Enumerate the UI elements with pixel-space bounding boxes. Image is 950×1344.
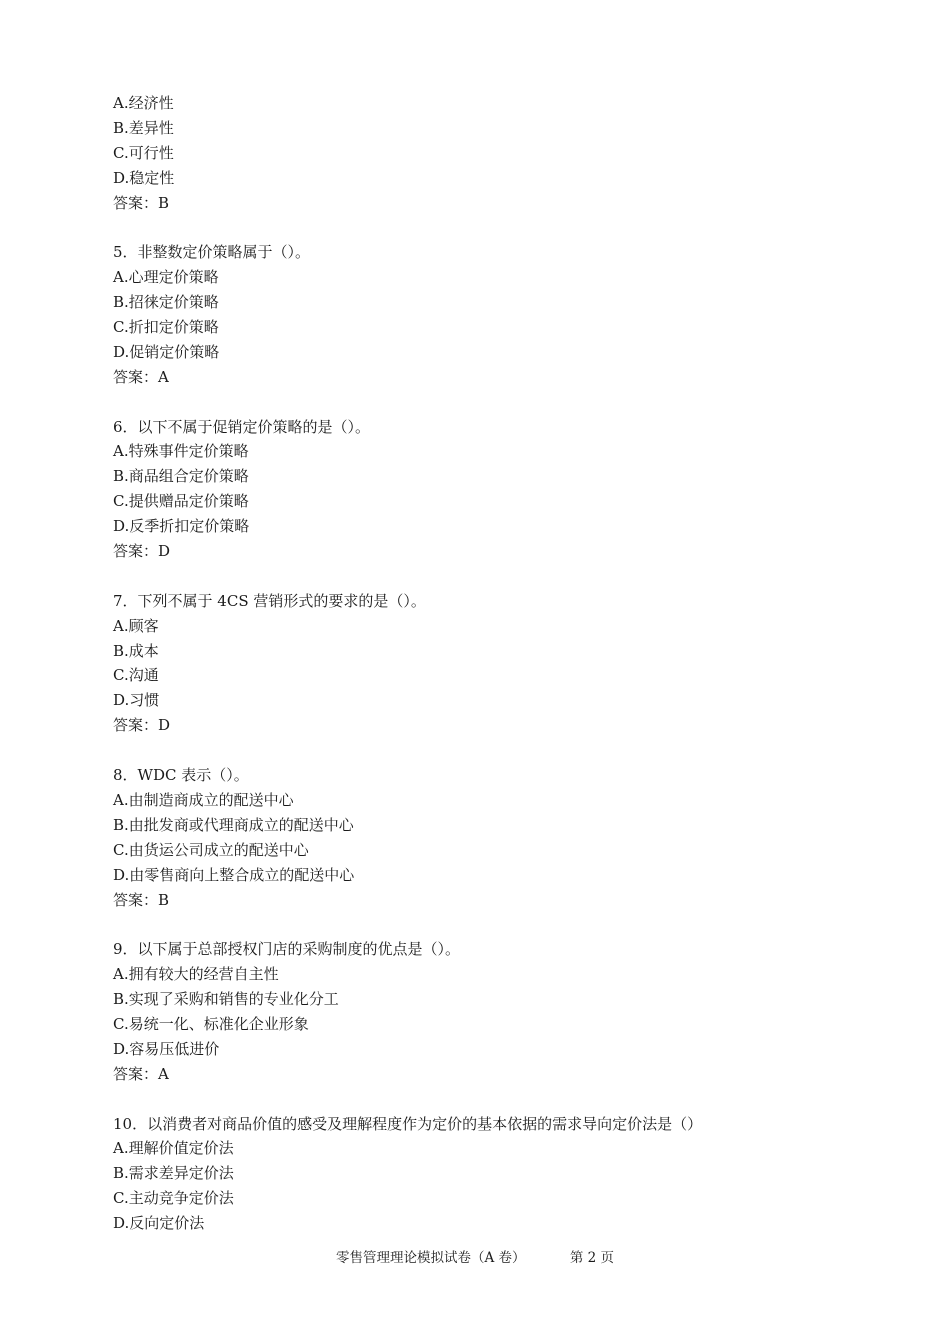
answer-line: 答案：A [113, 367, 169, 386]
option-c: C.提供赠品定价策略 [113, 492, 249, 511]
option-a: A.由制造商成立的配送中心 [113, 790, 294, 809]
question-6: 6．以下不属于促销定价策略的是（）。 [113, 417, 371, 436]
option-d: D.促销定价策略 [113, 342, 220, 361]
option-d: D.稳定性 [113, 168, 175, 187]
option-c: C.主动竞争定价法 [113, 1189, 234, 1208]
answer-line: 答案：B [113, 890, 170, 909]
option-a: A.心理定价策略 [113, 268, 219, 287]
spacer [113, 738, 873, 763]
option-d: D.容易压低进价 [113, 1039, 220, 1058]
spacer [113, 215, 873, 240]
footer-title: 零售管理理论模拟试卷（A 卷） [335, 1250, 526, 1266]
question-9: 9．以下属于总部授权门店的采购制度的优点是（）。 [113, 940, 461, 959]
option-a: A.理解价值定价法 [113, 1139, 234, 1158]
exam-content [113, 91, 873, 1236]
answer-line: 答案：A [113, 1064, 169, 1083]
question-7: 7．下列不属于 4CS 营销形式的要求的是（）。 [113, 591, 426, 610]
spacer [113, 1087, 873, 1112]
option-a: A.拥有较大的经营自主性 [113, 965, 279, 984]
question-10: 10．以消费者对商品价值的感受及理解程度作为定价的基本依据的需求导向定价法是（） [113, 1114, 703, 1133]
answer-line: 答案：D [113, 716, 171, 735]
option-c: C.可行性 [113, 143, 174, 162]
option-b: B.由批发商或代理商成立的配送中心 [113, 815, 354, 834]
option-c: C.易统一化、标准化企业形象 [113, 1014, 309, 1033]
option-d: D.习惯 [113, 691, 160, 710]
option-c: C.折扣定价策略 [113, 318, 219, 337]
option-b: B.实现了采购和销售的专业化分工 [113, 990, 339, 1009]
option-a: A.特殊事件定价策略 [113, 442, 249, 461]
spacer [113, 390, 873, 415]
option-d: D.由零售商向上整合成立的配送中心 [113, 865, 355, 884]
option-b: B.需求差异定价法 [113, 1164, 234, 1183]
page-footer [0, 1248, 950, 1268]
page-number: 第 2 页 [569, 1250, 614, 1266]
option-d: D.反向定价法 [113, 1214, 205, 1233]
question-8: 8．WDC 表示（）。 [113, 766, 249, 785]
spacer [113, 912, 873, 937]
question-5: 5．非整数定价策略属于（）。 [113, 243, 311, 262]
answer-line: 答案：B [113, 193, 170, 212]
spacer [113, 564, 873, 589]
option-d: D.反季折扣定价策略 [113, 517, 250, 536]
option-b: B.成本 [113, 641, 159, 660]
option-b: B.招徕定价策略 [113, 293, 219, 312]
option-a: A.顾客 [113, 616, 159, 635]
answer-line: 答案：D [113, 542, 171, 561]
option-c: C.沟通 [113, 666, 159, 685]
option-c: C.由货运公司成立的配送中心 [113, 840, 309, 859]
option-a: A.经济性 [113, 94, 174, 112]
option-b: B.商品组合定价策略 [113, 467, 249, 486]
option-b: B.差异性 [113, 118, 174, 137]
